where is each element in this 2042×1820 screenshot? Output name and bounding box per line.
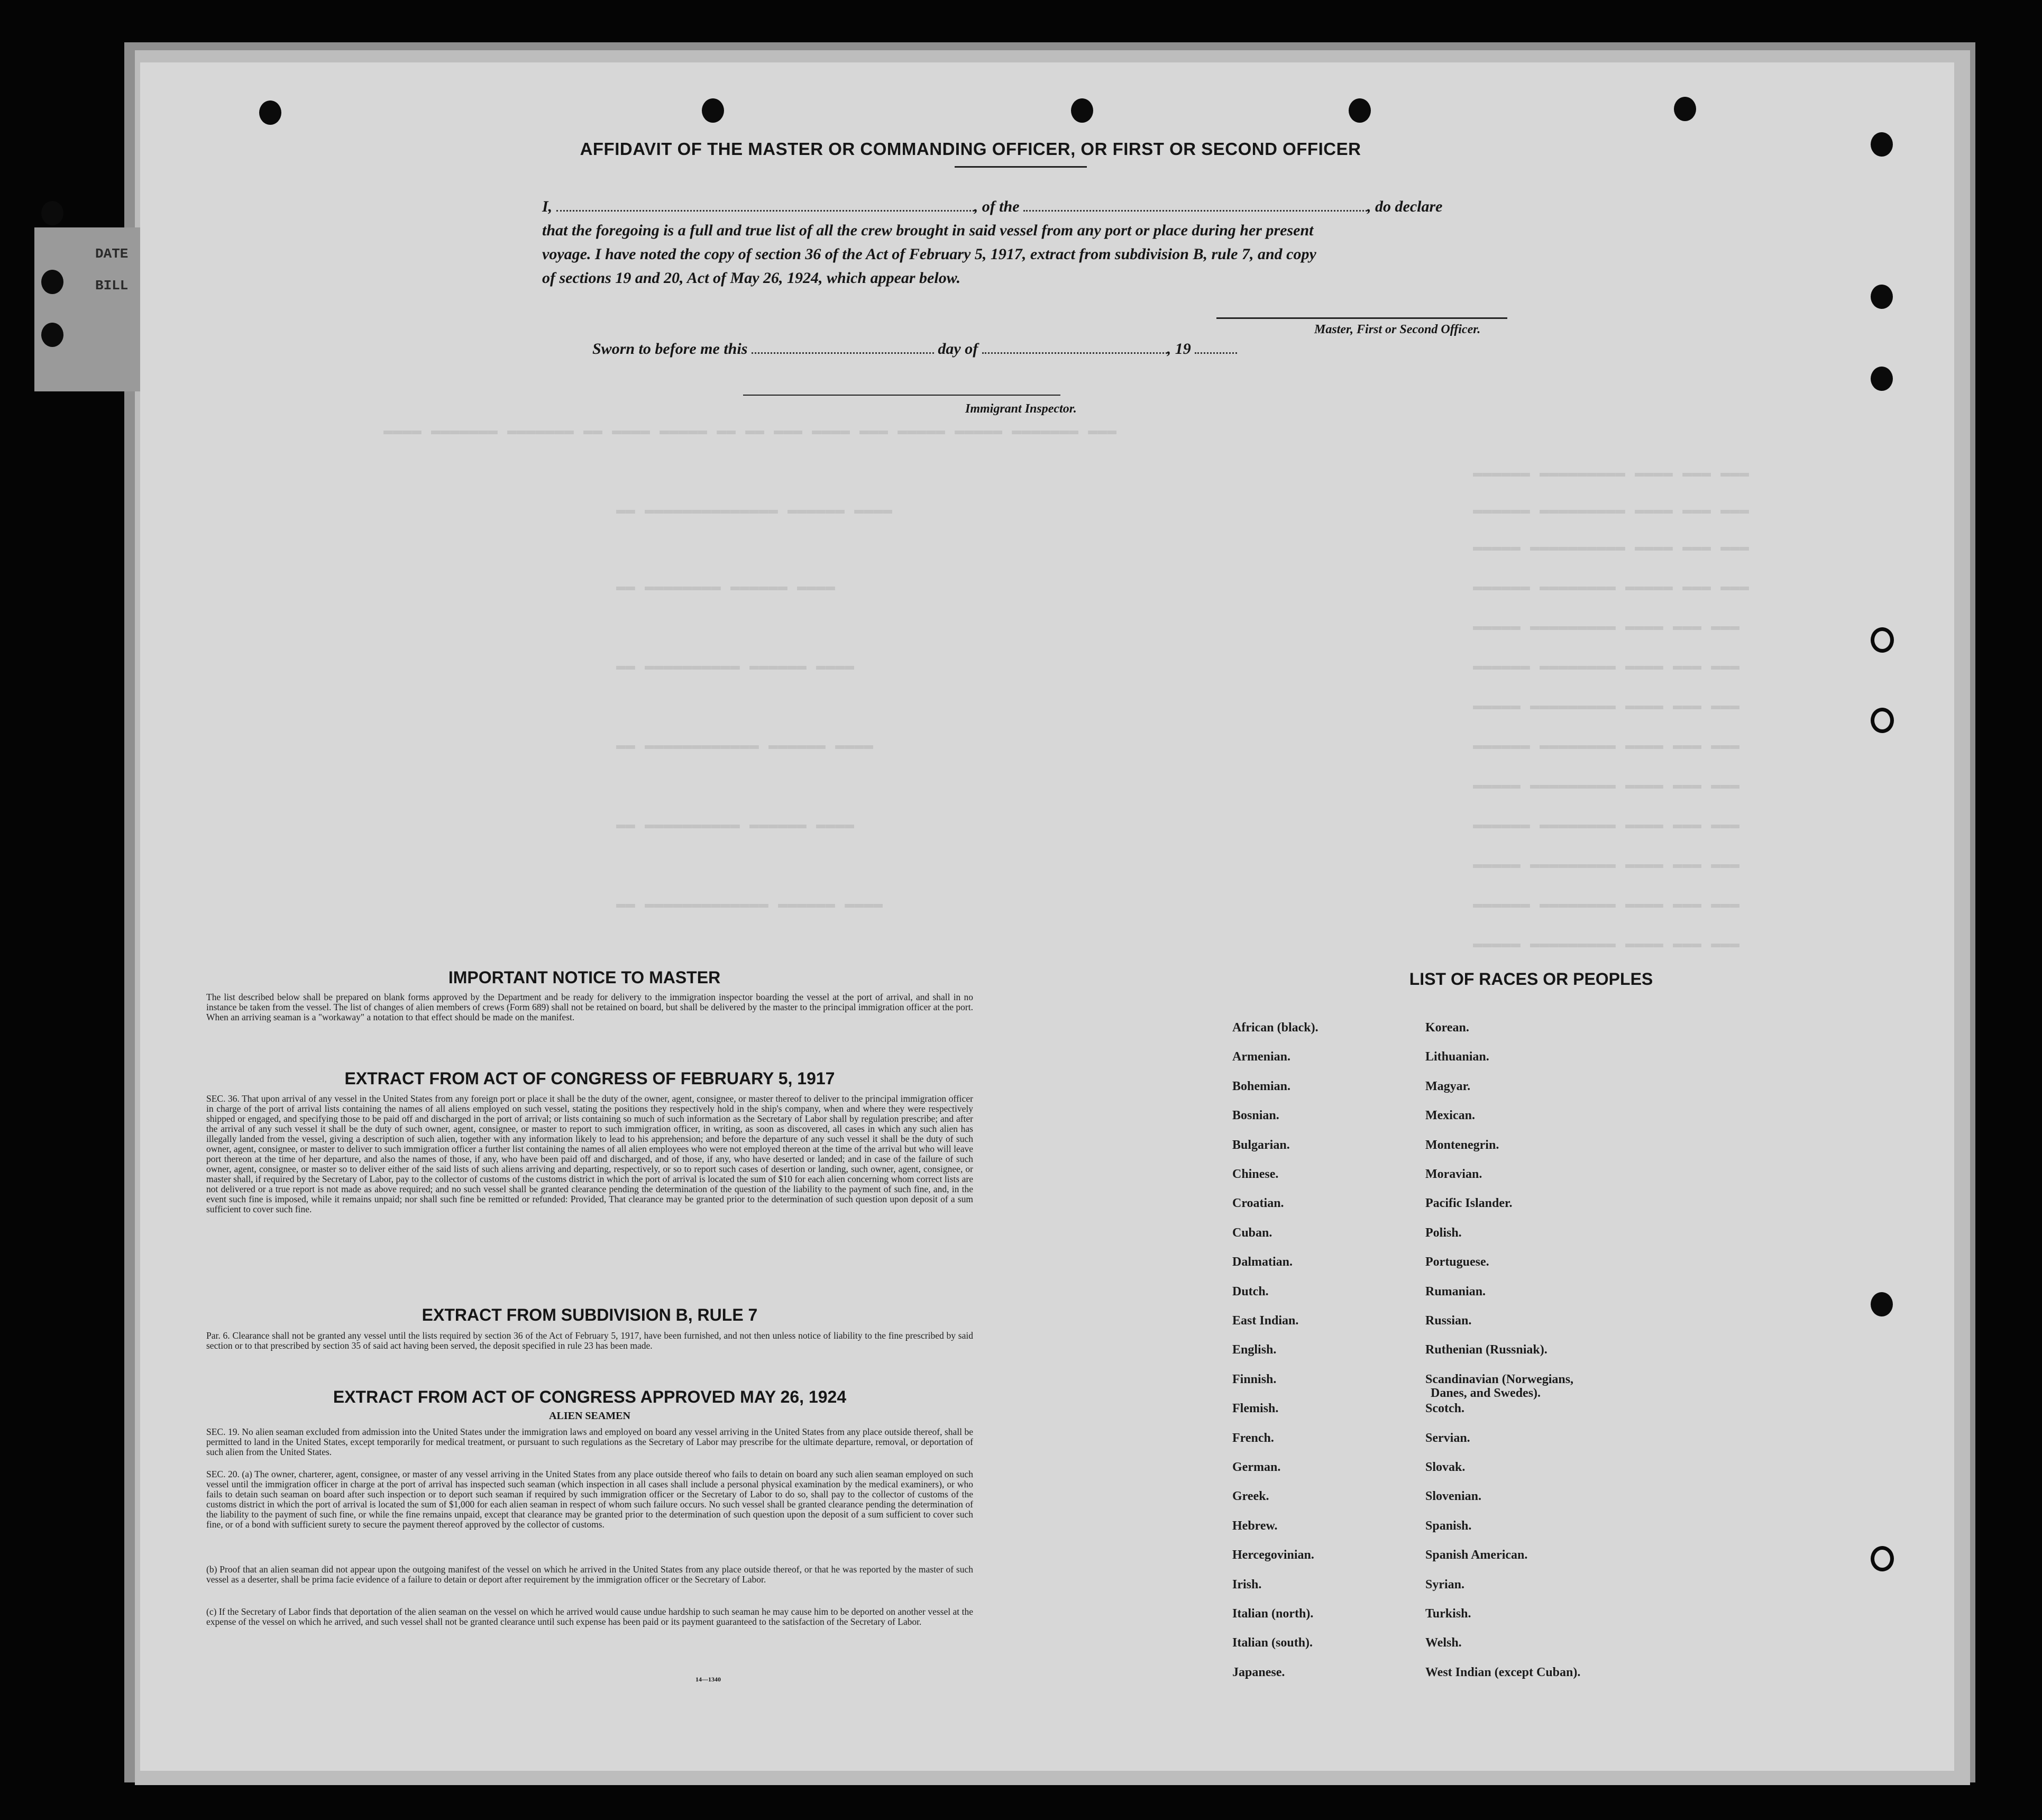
race-item: Turkish.	[1425, 1607, 1471, 1621]
race-item: Bulgarian.	[1232, 1138, 1290, 1152]
master-signature-label: Master, First or Second Officer.	[1314, 323, 1481, 336]
vessel-blank[interactable]	[1023, 196, 1367, 212]
punch-hole	[1871, 627, 1894, 653]
underlying-bill-label: BILL	[95, 278, 129, 294]
race-item: Bohemian.	[1232, 1079, 1291, 1093]
i-label: I,	[542, 198, 553, 215]
sec19-text: SEC. 19. No alien seaman excluded from admission into the United States under the immigration laws and employed on board any vessel arriving in the United States from any place outside thereof, shall be permitted to land in the United States, except temporarily for medical treatment, or pursuant to such regulations as the Secretary of Labor may prescribe for the ultimate departure, removal, or deportation of such alien from the United States.	[206, 1426, 973, 1457]
inspector-signature-line[interactable]	[743, 395, 1060, 396]
race-item: Ruthenian (Russniak).	[1425, 1343, 1547, 1357]
manifest-page: ▬▬▬▬ ▬▬▬▬▬▬▬ ▬▬▬▬▬▬▬ ▬▬ ▬▬▬▬ ▬▬▬▬▬ ▬▬ ▬▬ ▬▬▬ ▬▬▬▬ ▬▬▬ ▬▬▬▬▬ ▬▬▬▬▬ ▬▬▬▬▬▬▬ ▬▬▬ ▬▬▬▬▬▬ ▬▬▬▬▬▬▬▬▬ ▬▬▬▬ ▬▬▬ ▬▬▬ ▬▬▬▬▬▬ ▬▬▬▬▬▬▬▬▬ ▬▬▬▬ ▬▬▬ ▬▬▬ ▬▬▬▬▬ ▬▬▬▬▬▬▬▬▬▬ ▬▬▬▬ ▬▬▬ ▬▬▬ ▬▬▬▬▬▬ ▬▬▬▬▬▬▬▬ ▬▬▬▬▬ ▬▬▬ ▬▬▬ ▬▬▬▬▬ ▬▬▬▬▬▬▬▬▬ ▬▬▬▬ ▬▬▬ ▬▬▬ ▬▬▬▬▬▬ ▬▬▬▬▬▬▬▬ ▬▬▬▬ ▬▬▬ ▬▬▬ ▬▬▬▬▬ ▬▬▬▬▬▬▬▬▬ ▬▬▬▬ ▬▬▬ ▬▬▬ ▬▬▬▬▬▬ ▬▬▬▬▬▬▬▬ ▬▬▬▬ ▬▬▬ ▬▬▬ ▬▬▬▬▬ ▬▬▬▬▬▬▬▬▬ ▬▬▬▬ ▬▬▬ ▬▬▬ ▬▬▬▬▬▬ ▬▬▬▬▬▬▬▬ ▬▬▬▬ ▬▬▬ ▬▬▬ ▬▬▬▬▬ ▬▬▬▬▬▬▬▬▬ ▬▬▬▬ ▬▬▬ ▬▬▬ ▬▬▬▬▬▬ ▬▬▬▬▬▬▬▬ ▬▬▬▬ ▬▬▬ ▬▬▬ ▬▬▬▬▬ ▬▬▬▬▬▬▬▬▬ ▬▬▬▬ ▬▬▬ ▬▬▬ ▬▬ ▬▬▬▬▬▬▬▬▬▬▬▬▬▬ ▬▬▬▬▬▬ ▬▬▬▬ ▬▬ ▬▬▬▬▬▬▬▬ ▬▬▬▬▬▬ ▬▬▬▬ ▬▬ ▬▬▬▬▬▬▬▬▬▬ ▬▬▬▬▬▬ ▬▬▬▬ ▬▬ ▬▬▬▬▬▬▬▬▬▬▬▬ ▬▬▬▬▬▬ ▬▬▬▬ ▬▬ ▬▬▬▬▬▬▬▬▬▬ ▬▬▬▬▬▬ ▬▬▬▬ ▬▬ ▬▬▬▬▬▬▬▬▬▬▬▬▬ ▬▬▬▬▬▬ ▬▬▬▬ AFFIDAVIT OF THE MASTER OR COMMANDING OFFICER, OR FIRST OR SECOND OFFICER I, , of the , do declare that the foregoing is a full and true list of all the crew brought in said vessel from any port or place during her present voyage. I have noted the copy of section 36 of the Act of February 5, 1917, extract from subdivision B, rule 7, and copy of sections 19 and 20, Act of May 26, 1924, which appear below. Master, First or Second Officer. Sworn to before me this day of , 19 Immigrant Inspector. IMPORTANT NOTICE TO MASTER The list described below shall be prepared on blank forms approved by the Department and be ready for delivery to the immigration inspector boarding the vessel at the port of arrival, and shall in no instance be taken from the vessel. The list of changes of alien members of crews (Form 689) shall not be retained on board, but shall be delivered by the master to the principal immigration officer at the port. When an arriving seaman is a "workaway" a notation to that effect should be made on the manifest. EXTRACT FROM ACT OF CONGRESS OF FEBRUARY 5, 1917 SEC. 36. That upon arrival of any vessel in the United States from any foreign port or place it shall be the duty of the owner, agent, consignee, or master thereof to deliver to the principal immigration officer in charge of the port of arrival lists containing the names of all aliens employed on such vessel, stating the positions they respectively hold in the ship's company, when and where they were respectively shipped or engaged, and specifying those to be paid off and discharged in the port of arrival; or lists containing so much of such information as the Secretary of Labor shall by regulation prescribe; and after the arrival of any such vessel it shall be the duty of such owner, agent, consignee, or master to report to such immigration officer, in writing, as soon as discovered, all cases in which any such alien has illegally landed from the vessel, giving a description of such alien, together with any information likely to lead to his apprehension; and before the departure of any such vessel it shall be the duty of such owner, agent, consignee, or master to deliver to such immigration officer a further list containing the names of all alien employees who were not employed thereon at the time of the arrival but who will leave port thereon at the time of her departure, and also the names of those, if any, who have been paid off and discharged, and of those, if any, who have deserted or landed; and in case of the failure of such owner, agent, consignee, or master so to deliver either of the said lists of such aliens arriving and departing, respectively, or so to report such cases of desertion or landing, such owner, agent, consignee, or master shall, if required by the Secretary of Labor, pay to the collector of customs of the customs district in which the port of arrival is located the sum of $10 for each alien concerning whom correct lists are not delivered or a true report is not made as above required; and no such vessel shall be granted clearance pending the determination of the question of the liability to the payment of such fine, and, in the event such fine is imposed, while it remains unpaid; nor shall such fine be remitted or refunded: Provided, That clearance may be granted prior to the determination of such question upon deposit of a sum sufficient to cover such fine. EXTRACT FROM SUBDIVISION B, RULE 7 Par. 6. Clearance shall not be granted any vessel until the lists required by section 36 of the Act of February 5, 1917, have been furnished, and not then unless notice of liability to the fine prescribed by said section or to that prescribed by section 35 of said act having been served, the deposit specified in rule 23 has been made. EXTRACT FROM ACT OF CONGRESS APPROVED MAY 26, 1924 ALIEN SEAMEN SEC. 19. No alien seaman excluded from admission into the United States under the immigration laws and employed on board any vessel arriving in the United States from any place outside thereof, shall be permitted to land in the United States, except temporarily for medical treatment, or pursuant to such regulations as the Secretary of Labor may prescribe for the ultimate departure, removal, or deportation of such alien from the United States. SEC. 20. (a) The owner, charterer, agent, consignee, or master of any vessel arriving in the United States from any place outside thereof who fails to detain on board any such alien seaman employed on such vessel until the immigration officer in charge at the port of arrival has inspected such seaman (which inspection in all cases shall include a personal physical examination by the medical examiners), or who fails to detain such seaman on board after such inspection or to deport such seaman if required by such immigration officer or the Secretary of Labor to do so, shall pay to the collector of customs of the customs district in which the port of arrival is located the sum of $1,000 for each alien seaman in respect of whom such failure occurs. No such vessel shall be granted clearance pending the determination of the liability to the payment of such fine, or while the fine remains unpaid, except that clearance may be granted prior to the determination of such question upon the deposit of a sum sufficient to cover such fine, or of a bond with sufficient surety to secure the payment thereof approved by the collector of customs. (b) Proof that an alien seaman did not appear upon the outgoing manifest of the vessel on which he arrived in the United States from any place outside thereof, or that he was reported by the master of such vessel as a deserter, shall be prima facie evidence of a failure to detain or deport after requirement by the immigration officer or the Secretary of Labor. (c) If the Secretary of Labor finds that deportation of the alien seaman on the vessel on which he arrived would cause undue hardship to such seaman he may cause him to be deported on another vessel at the expense of the vessel on which he arrived, and such vessel shall not be granted clearance until such expense has been paid or its payment guaranteed to the satisfaction of the Secretary of Labor. 14—1340 LIST OF RACES OR PEOPLES African (black). Armenian. Bohemian. Bosnian. Bulgarian. Chinese. Croatian. Cuban. Dalmatian. Dutch. East Indian. English. Finnish. Flemish. French. German. Greek. Hebrew. Hercegovinian. Irish. Italian (north). Italian (south). Japanese. Korean. Lithuanian. Magyar. Mexican. Montenegrin. Moravian. Pacific Islander. Polish. Portuguese. Rumanian. Russian. Ruthenian (Russniak). Scandinavian (Norwegians, Danes, and Swedes). Scotch. Servian. Slovak. Slovenian. Spanish. Spanish American. Syrian. Turkish. Welsh. West Indian (except Cuban).	[140, 62, 1954, 1771]
notice-title: IMPORTANT NOTICE TO MASTER	[448, 968, 721, 987]
race-item: Portuguese.	[1425, 1255, 1489, 1269]
race-item: Finnish.	[1232, 1372, 1277, 1386]
punch-hole	[1071, 98, 1093, 123]
race-item: Armenian.	[1232, 1050, 1290, 1064]
race-item: Spanish American.	[1425, 1548, 1528, 1562]
sworn-line	[592, 339, 1237, 358]
race-item: Servian.	[1425, 1431, 1470, 1445]
race-item: Welsh.	[1425, 1636, 1462, 1650]
extract-1924-title: EXTRACT FROM ACT OF CONGRESS APPROVED MAY 26, 1924	[333, 1387, 847, 1406]
extract-1917-text: SEC. 36. That upon arrival of any vessel in the United States from any foreign port or place it shall be the duty of the owner, agent, consignee, or master thereof to deliver to the principal immigration officer in charge of the port of arrival lists containing the names of all aliens employed on such vessel, stating the positions they respectively hold in the ship's company, when and where they were respectively shipped or engaged, and specifying those to be paid off and discharged in the port of arrival; or lists containing so much of such information as the Secretary of Labor shall by regulation prescribe; and after the arrival of any such vessel it shall be the duty of such owner, agent, consignee, or master to report to such immigration officer, in writing, as soon as discovered, all cases in which any such alien has illegally landed from the vessel, giving a description of such alien, together with any information likely to lead to his apprehension; and before the departure of any such vessel it shall be the duty of such owner, agent, consignee, or master to deliver to such immigration officer a further list containing the names of all alien employees who were not employed thereon at the time of the arrival but who will leave port thereon at the time of her departure, and also the names of those, if any, who have been paid off and discharged, and of those, if any, who have deserted or landed; and in case of the failure of such owner, agent, consignee, or master so to deliver either of the said lists of such aliens arriving and departing, respectively, or so to report such cases of desertion or landing, such owner, agent, consignee, or master shall, if required by the Secretary of Labor, pay to the collector of customs of the customs district in which the port of arrival is located the sum of $10 for each alien concerning whom correct lists are not delivered or a true report is not made as above required; and no such vessel shall be granted clearance pending the determination of the question of the liability to the payment of such fine, and, in the event such fine is imposed, while it remains unpaid; nor shall such fine be remitted or refunded: Provided, That clearance may be granted prior to the determination of such question upon deposit of a sum sufficient to cover such fine.	[206, 1093, 973, 1214]
affidavit-line-1	[542, 195, 1547, 218]
sec20c-text: (c) If the Secretary of Labor finds that deportation of the alien seaman on the vessel on which he arrived would cause undue hardship to such seaman he may cause him to be deported on another vessel at the expense of the vessel on which he arrived, and such vessel shall not be granted clearance until such expense has been paid or its payment guaranteed to the satisfaction of the Secretary of Labor.	[206, 1606, 973, 1627]
day-of-label: day of	[938, 340, 978, 358]
punch-hole	[41, 270, 63, 294]
punch-hole	[1871, 367, 1893, 391]
punch-hole	[1674, 97, 1696, 121]
race-item: Polish.	[1425, 1225, 1462, 1240]
declare-label: , do declare	[1367, 198, 1443, 215]
race-item: Korean.	[1425, 1021, 1469, 1035]
race-item: Montenegrin.	[1425, 1138, 1499, 1152]
extract-rule7-text: Par. 6. Clearance shall not be granted any vessel until the lists required by section 36 of the Act of February 5, 1917, have been furnished, and not then unless notice of liability to the fine prescribed by said section or to that prescribed by section 35 of said act having been served, the deposit specified in rule 23 has been made.	[206, 1330, 973, 1351]
race-item: Japanese.	[1232, 1665, 1285, 1679]
race-item: Pacific Islander.	[1425, 1196, 1513, 1211]
form-number: 14—1340	[695, 1676, 721, 1683]
punch-hole	[702, 98, 724, 123]
name-blank[interactable]	[556, 196, 974, 212]
race-item: Italian (south).	[1232, 1636, 1313, 1650]
master-signature-line[interactable]	[1216, 317, 1507, 319]
inspector-label: Immigrant Inspector.	[965, 402, 1077, 416]
race-item: Cuban.	[1232, 1225, 1272, 1240]
sworn-day-blank[interactable]	[752, 339, 934, 354]
year-prefix: , 19	[1167, 340, 1191, 358]
punch-hole	[1871, 1292, 1893, 1316]
race-item: Greek.	[1232, 1489, 1269, 1504]
affidavit-line-3: voyage. I have noted the copy of section 36 of the Act of February 5, 1917, extract from subdivision B, rule 7, and copy	[542, 245, 1316, 263]
race-item: Rumanian.	[1425, 1284, 1486, 1298]
race-item: English.	[1232, 1343, 1277, 1357]
affidavit-text	[542, 195, 1547, 290]
race-item: Lithuanian.	[1425, 1050, 1489, 1064]
extract-rule7-title: EXTRACT FROM SUBDIVISION B, RULE 7	[422, 1305, 758, 1324]
sworn-label: Sworn to before me this	[592, 340, 748, 358]
affidavit-line-2: that the foregoing is a full and true list of all the crew brought in said vessel from any port or place during her present	[542, 222, 1314, 239]
race-item: Flemish.	[1232, 1402, 1279, 1416]
notice-text: The list described below shall be prepared on blank forms approved by the Department and be ready for delivery to the immigration inspector boarding the vessel at the port of arrival, and shall in no instance be taken from the vessel. The list of changes of alien members of crews (Form 689) shall not be retained on board, but shall be delivered by the master to the principal immigration officer at the port. When an arriving seaman is a "workaway" a notation to that effect should be made on the manifest.	[206, 992, 973, 1022]
sworn-month-blank[interactable]	[982, 339, 1167, 354]
punch-hole	[1871, 708, 1894, 733]
punch-hole	[1871, 132, 1893, 157]
punch-hole	[1871, 1546, 1894, 1571]
race-item: African (black).	[1232, 1021, 1318, 1035]
race-item: Irish.	[1232, 1577, 1262, 1592]
race-item: Scandinavian (Norwegians,	[1425, 1372, 1574, 1386]
sec20b-text: (b) Proof that an alien seaman did not appear upon the outgoing manifest of the vessel on which he arrived in the United States from any place outside thereof, or that he was reported by the master of such vessel as a deserter, shall be prima facie evidence of a failure to detain or deport after requirement by the immigration officer or the Secretary of Labor.	[206, 1564, 973, 1585]
sworn-year-blank[interactable]	[1195, 339, 1237, 354]
punch-hole	[41, 323, 63, 347]
race-item: Moravian.	[1425, 1167, 1482, 1181]
races-title: LIST OF RACES OR PEOPLES	[1409, 970, 1653, 989]
race-item: French.	[1232, 1431, 1274, 1445]
affidavit-line-4: of sections 19 and 20, Act of May 26, 1924, which appear below.	[542, 269, 961, 287]
race-item: Slovak.	[1425, 1460, 1466, 1474]
race-item: Croatian.	[1232, 1196, 1284, 1211]
race-item: Scotch.	[1425, 1402, 1464, 1416]
underlying-date-label: DATE	[95, 246, 129, 262]
race-item: West Indian (except Cuban).	[1425, 1665, 1581, 1679]
alien-seamen-subtitle: ALIEN SEAMEN	[549, 1410, 630, 1422]
race-item: Syrian.	[1425, 1577, 1465, 1592]
sec20a-text: SEC. 20. (a) The owner, charterer, agent, consignee, or master of any vessel arriving in the United States from any place outside thereof who fails to detain on board any such alien seaman employed on such vessel until the immigration officer in charge at the port of arrival has inspected such seaman (which inspection in all cases shall include a personal physical examination by the medical examiners), or who fails to detain such seaman on board after such inspection or to deport such seaman if required by such immigration officer or the Secretary of Labor to do so, shall pay to the collector of customs of the customs district in which the port of arrival is located the sum of $1,000 for each alien seaman in respect of whom such failure occurs. No such vessel shall be granted clearance pending the determination of the liability to the payment of such fine, or while the fine remains unpaid, except that clearance may be granted prior to the determination of such question upon the deposit of a sum sufficient to cover such fine, or of a bond with sufficient surety to secure the payment thereof approved by the collector of customs.	[206, 1469, 973, 1530]
race-item: Italian (north).	[1232, 1607, 1314, 1621]
race-item: Russian.	[1425, 1314, 1472, 1328]
race-item: Chinese.	[1232, 1167, 1279, 1181]
race-item: East Indian.	[1232, 1314, 1299, 1328]
punch-hole	[1349, 98, 1371, 123]
race-item: Hercegovinian.	[1232, 1548, 1314, 1562]
race-item: Dutch.	[1232, 1284, 1269, 1298]
race-item: German.	[1232, 1460, 1281, 1474]
race-item: Spanish.	[1425, 1519, 1472, 1533]
race-item: Danes, and Swedes).	[1431, 1386, 1541, 1400]
race-item: Mexican.	[1425, 1109, 1475, 1123]
punch-hole	[259, 100, 281, 125]
punch-hole	[41, 201, 63, 225]
race-item: Dalmatian.	[1232, 1255, 1293, 1269]
race-item: Bosnian.	[1232, 1109, 1279, 1123]
race-item: Magyar.	[1425, 1079, 1471, 1093]
affidavit-title: AFFIDAVIT OF THE MASTER OR COMMANDING OFFICER, OR FIRST OR SECOND OFFICER	[580, 139, 1361, 159]
punch-hole	[1871, 285, 1893, 309]
title-rule	[955, 166, 1087, 168]
of-the-label: , of the	[974, 198, 1020, 215]
extract-1917-title: EXTRACT FROM ACT OF CONGRESS OF FEBRUARY 5, 1917	[344, 1069, 835, 1088]
race-item: Slovenian.	[1425, 1489, 1482, 1504]
race-item: Hebrew.	[1232, 1519, 1278, 1533]
